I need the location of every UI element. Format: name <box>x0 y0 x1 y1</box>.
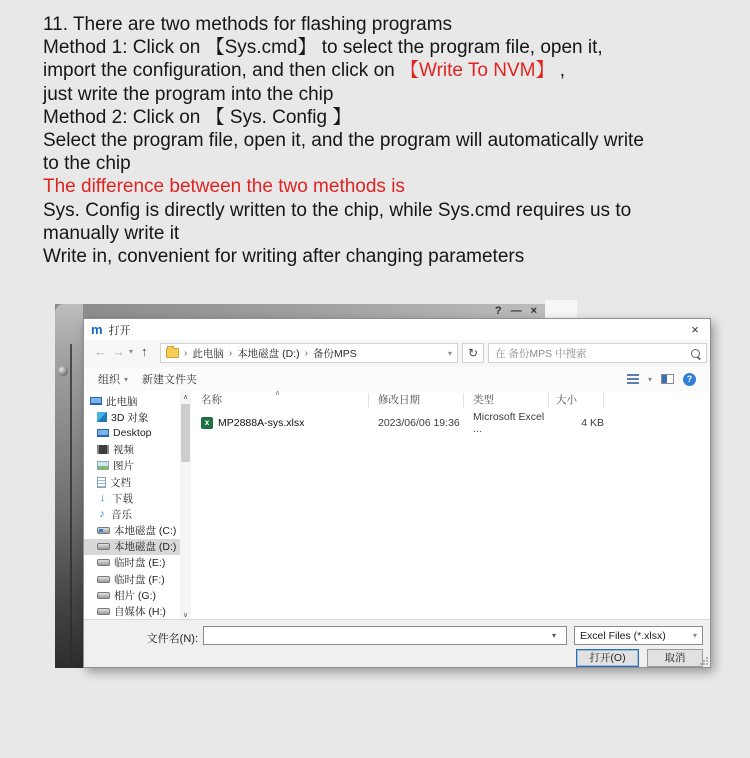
sidebar-item-drive-g[interactable] <box>84 587 180 603</box>
file-name: MP2888A-sys.xlsx <box>218 416 305 429</box>
drive-icon <box>97 592 110 599</box>
dialog-titlebar <box>84 319 710 340</box>
column-headers <box>191 391 710 410</box>
details-view-icon[interactable] <box>627 374 639 384</box>
desktop-icon <box>97 429 109 437</box>
sidebar-item-label: 本地磁盘 (C:) <box>114 525 177 538</box>
sidebar-item-label: 3D 对象 <box>111 411 149 424</box>
sidebar-item-documents[interactable] <box>84 474 180 490</box>
sidebar-item-drive-h[interactable] <box>84 603 180 619</box>
sidebar-item-label: 下载 <box>112 492 133 505</box>
instruction-line-red: The difference between the two methods is <box>43 176 405 198</box>
breadcrumb-separator: › <box>228 347 233 359</box>
open-file-dialog <box>83 318 711 668</box>
instruction-line: Method 1: Click on 【Sys.cmd】 to select the program file, open it, <box>43 37 603 59</box>
breadcrumb[interactable] <box>160 343 458 363</box>
sidebar-item-label: 本地磁盘 (D:) <box>114 541 177 554</box>
breadcrumb-item-this-pc[interactable]: 此电脑 <box>192 347 224 360</box>
instruction-segment-highlight: 【Write To NVM】 <box>399 60 555 82</box>
dialog-toolbar <box>84 367 710 392</box>
instruction-line: Sys. Config is directly written to the chip, while Sys.cmd requires us to <box>43 199 632 221</box>
sidebar-item-label: 相片 (G:) <box>114 589 156 602</box>
sidebar-item-videos[interactable] <box>84 442 180 458</box>
close-icon[interactable]: × <box>691 322 699 337</box>
forward-icon[interactable]: → <box>112 344 125 359</box>
dialog-footer <box>84 619 710 667</box>
folder-icon <box>166 348 179 358</box>
sidebar-item-this-pc[interactable] <box>84 393 180 409</box>
drive-icon <box>97 576 110 583</box>
sidebar-item-label: 临时盘 (F:) <box>114 573 165 586</box>
sidebar-item-label: 文档 <box>110 476 131 489</box>
sidebar-item-downloads[interactable] <box>84 490 180 506</box>
dialog-title: 打开 <box>108 324 131 337</box>
column-header-type[interactable]: 类型 <box>464 393 549 408</box>
view-dropdown-icon[interactable]: ▾ <box>647 374 652 384</box>
column-header-date[interactable]: 修改日期 <box>369 393 464 408</box>
scroll-down-icon[interactable]: ∨ <box>182 612 189 619</box>
file-size: 4 KB <box>581 416 604 429</box>
instruction-line: Method 2: Click on 【 Sys. Config 】 <box>43 106 352 128</box>
new-folder-button[interactable]: 新建文件夹 <box>142 374 198 386</box>
breadcrumb-item-folder[interactable]: 备份MPS <box>312 347 357 360</box>
filename-label: 文件名(N): <box>146 633 198 645</box>
music-icon <box>97 509 107 520</box>
navigation-sidebar <box>84 391 180 621</box>
sidebar-item-pictures[interactable] <box>84 458 180 474</box>
search-input[interactable] <box>488 343 707 363</box>
drive-icon <box>97 559 110 566</box>
rod-detail <box>70 344 72 668</box>
file-type: Microsoft Excel ... <box>473 410 545 435</box>
chevron-down-icon: ▾ <box>692 631 697 640</box>
browser-area <box>84 391 710 621</box>
back-icon[interactable]: ← <box>94 344 107 359</box>
screw-detail <box>58 366 68 376</box>
refresh-icon[interactable]: ↻ <box>462 343 484 363</box>
recent-locations-icon[interactable]: ▾ <box>129 347 134 356</box>
preview-pane-icon[interactable] <box>661 374 674 384</box>
search-placeholder: 在 备份MPS 中搜索 <box>495 347 587 360</box>
sidebar-item-label: 图片 <box>113 460 134 473</box>
videos-icon <box>97 445 109 454</box>
resize-grip[interactable] <box>699 656 709 666</box>
sidebar-item-label: 视频 <box>113 444 134 457</box>
file-list <box>191 391 710 621</box>
drive-c-icon <box>97 527 110 534</box>
breadcrumb-separator: › <box>304 347 308 359</box>
organize-button[interactable] <box>98 371 128 387</box>
instruction-segment: import the configuration, and then click on <box>43 60 400 82</box>
background-window-fragment <box>545 300 577 320</box>
sidebar-item-label: 此电脑 <box>106 395 138 408</box>
sort-ascending-icon: ∧ <box>275 390 281 397</box>
sidebar-item-desktop[interactable] <box>84 425 180 441</box>
sidebar-scrollbar[interactable] <box>180 391 191 621</box>
excel-file-icon <box>201 417 213 429</box>
column-header-size[interactable]: 大小 <box>549 393 604 408</box>
file-date: 2023/06/06 19:36 <box>378 416 460 429</box>
sidebar-item-3d-objects[interactable] <box>84 409 180 425</box>
file-type-filter-select[interactable] <box>574 626 703 645</box>
instruction-line <box>43 59 750 82</box>
sidebar-item-label: Desktop <box>113 427 152 440</box>
scrollbar-thumb[interactable] <box>181 404 190 462</box>
breadcrumb-item-drive-d[interactable]: 本地磁盘 (D:) <box>237 347 300 360</box>
filename-input[interactable] <box>203 626 567 645</box>
cancel-button[interactable]: 取消 <box>647 649 703 667</box>
up-icon[interactable]: ↑ <box>141 344 148 359</box>
sidebar-item-music[interactable] <box>84 506 180 522</box>
sidebar-item-drive-d[interactable] <box>84 539 180 555</box>
sidebar-item-drive-c[interactable] <box>84 523 180 539</box>
scroll-up-icon[interactable]: ∧ <box>182 394 189 401</box>
background-help-button[interactable]: ? <box>494 305 502 317</box>
instruction-line: to the chip <box>43 153 131 175</box>
address-bar <box>84 340 710 367</box>
instruction-text <box>43 13 750 268</box>
column-header-name[interactable]: 名称 <box>191 393 369 408</box>
background-close-button[interactable]: × <box>530 305 537 317</box>
downloads-icon <box>97 493 108 504</box>
help-icon[interactable]: ? <box>683 373 696 386</box>
device-photo <box>55 304 83 668</box>
organize-label: 组织 <box>98 374 120 386</box>
filename-dropdown-icon[interactable]: ▾ <box>552 631 557 640</box>
drive-icon <box>97 608 110 615</box>
documents-icon <box>97 477 106 488</box>
sidebar-item-label: 音乐 <box>111 508 132 521</box>
breadcrumb-separator: › <box>184 347 188 359</box>
mps-logo-icon: m <box>91 322 103 337</box>
instruction-line: just write the program into the chip <box>43 83 334 105</box>
sidebar-item-label: 临时盘 (E:) <box>114 557 166 570</box>
filter-value: Excel Files (*.xlsx) <box>580 629 666 642</box>
sidebar-item-label: 自媒体 (H:) <box>114 606 166 619</box>
sidebar-item-drive-f[interactable] <box>84 571 180 587</box>
3d-objects-icon <box>97 412 107 422</box>
file-row[interactable] <box>191 410 710 435</box>
instruction-line: manually write it <box>43 222 180 244</box>
open-button[interactable]: 打开(O) <box>576 649 639 667</box>
instruction-line: Write in, convenient for writing after changing parameters <box>43 246 525 268</box>
sidebar-item-drive-e[interactable] <box>84 555 180 571</box>
instruction-segment: , <box>554 60 566 82</box>
instruction-line: 11. There are two methods for flashing programs <box>43 14 453 35</box>
drive-icon <box>97 543 110 550</box>
background-window-titlebar <box>55 304 545 319</box>
instruction-line: Select the program file, open it, and the program will automatically write <box>43 130 644 152</box>
chevron-down-icon: ▾ <box>124 374 129 384</box>
search-icon <box>691 349 700 358</box>
pictures-icon <box>97 461 109 470</box>
background-minimize-button[interactable]: — <box>510 305 522 317</box>
this-pc-icon <box>90 397 102 405</box>
address-dropdown-icon[interactable]: ▾ <box>447 348 452 358</box>
